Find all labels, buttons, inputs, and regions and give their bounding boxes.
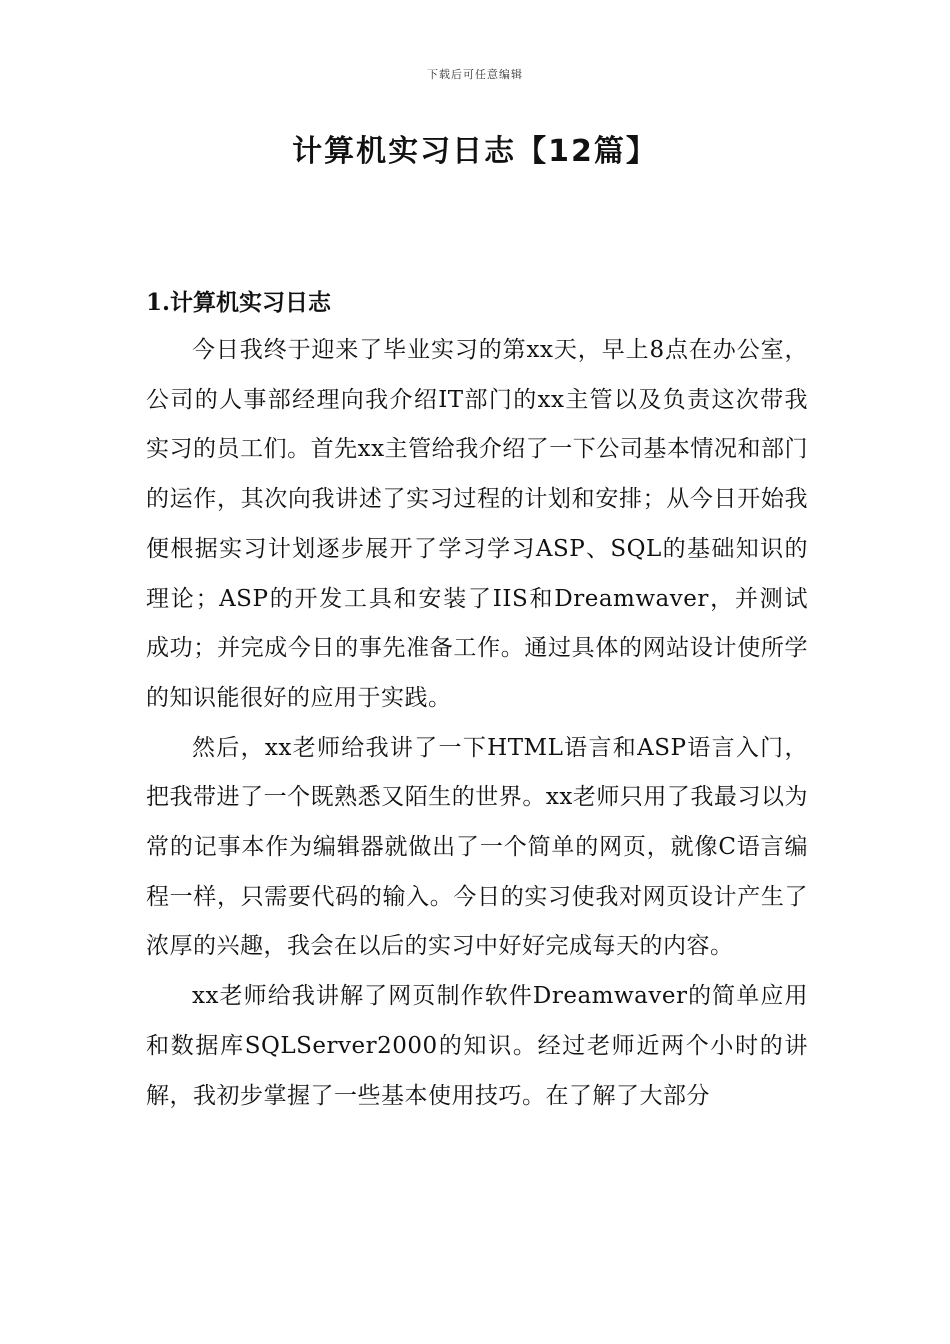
paragraph: xx老师给我讲解了网页制作软件Dreamwaver的简单应用和数据库SQLServer2000的知识。经过老师近两个小时的讲解，我初步掌握了一些基本使用技巧。在了解了大部分 bbox=[146, 983, 808, 1109]
paragraph: 今日我终于迎来了毕业实习的第xx天，早上8点在办公室，公司的人事部经理向我介绍IT部门的xx主管以及负责这次带我实习的员工们。首先xx主管给我介绍了一下公司基本情况和部门的运作，其次向我讲述了实习过程的计划和安排；从今日开始我便根据实习计划逐步展开了学习学习ASP、SQL的基础知识的理论；ASP的开发工具和安装了IIS和Dreamwaver，并测试成功；并完成今日的事先准备工作。通过具体的网站设计使所学的知识能很好的应用于实践。 bbox=[146, 337, 808, 711]
document-title: 计算机实习日志【12篇】 bbox=[292, 134, 658, 169]
section-heading: 1.计算机实习日志 bbox=[146, 289, 332, 316]
paragraph: 然后，xx老师给我讲了一下HTML语言和ASP语言入门，把我带进了一个既熟悉又陌生的世界。xx老师只用了我最习以为常的记事本作为编辑器就做出了一个简单的网页，就像C语言编程一样，只需要代码的输入。今日的实习使我对网页设计产生了浓厚的兴趣，我会在以后的实习中好好完成每天的内容。 bbox=[146, 734, 808, 960]
header-note: 下载后可任意编辑 bbox=[427, 68, 523, 81]
body-text bbox=[146, 326, 808, 1121]
